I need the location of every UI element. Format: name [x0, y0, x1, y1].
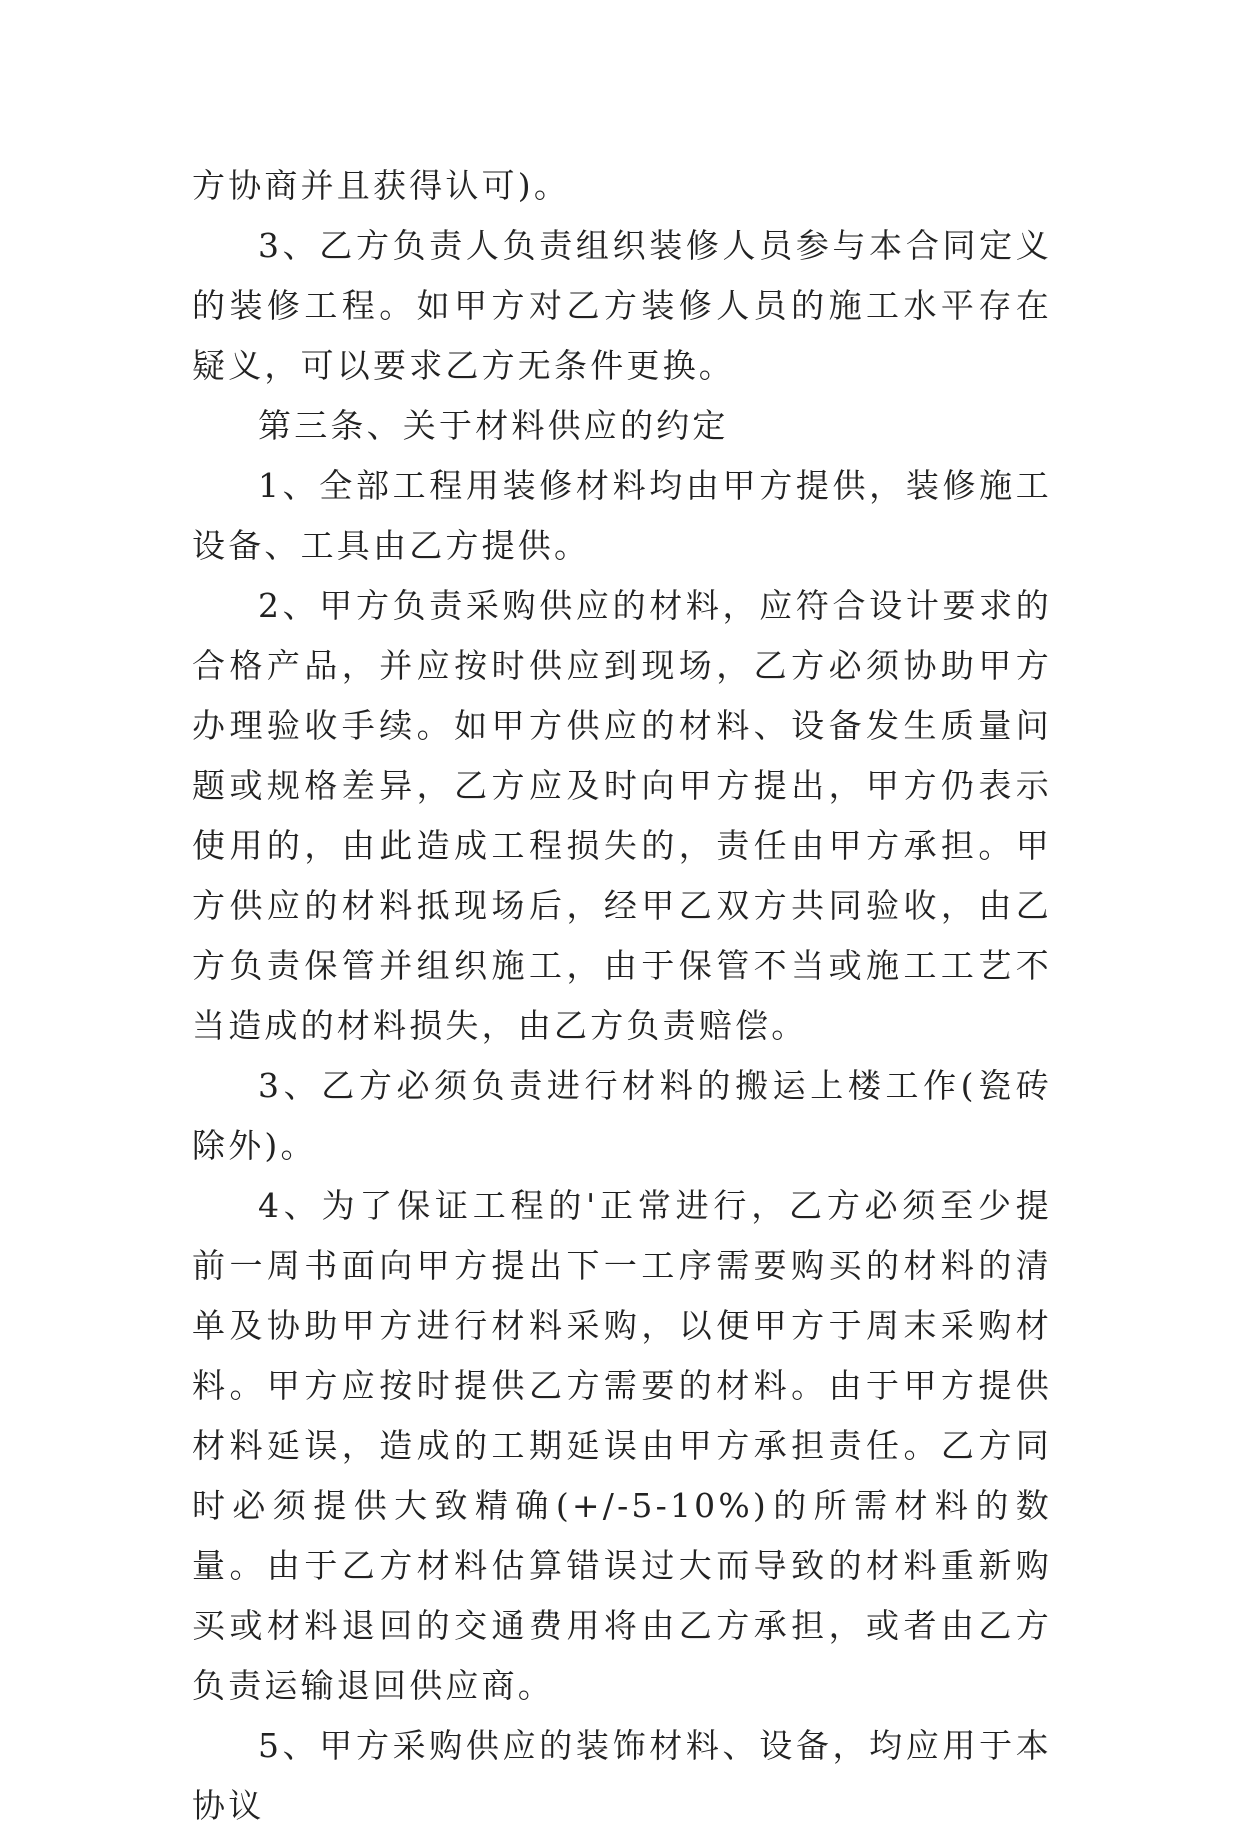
contract-body [192, 156, 1052, 1836]
clause-3-item-4: 4、为了保证工程的'正常进行，乙方必须至少提前一周书面向甲方提出下一工序需要购买的材料的清单及协助甲方进行材料采购，以便甲方于周末采购材料。甲方应按时提供乙方需要的材料。由于甲方提供材料延误，造成的工期延误由甲方承担责任。乙方同时必须提供大致精确(+/-5-10%)的所需材料的数量。由于乙方材料估算错误过大而导致的材料重新购买或材料退回的交通费用将由乙方承担，或者由乙方负责运输退回供应商。 [192, 1186, 1052, 1705]
clause-2-item-3: 3、乙方负责人负责组织装修人员参与本合同定义的装修工程。如甲方对乙方装修人员的施工水平存在疑义，可以要求乙方无条件更换。 [192, 226, 1052, 385]
clause-3-item-3: 3、乙方必须负责进行材料的搬运上楼工作(瓷砖除外)。 [192, 1066, 1052, 1165]
clause-3-item-2: 2、甲方负责采购供应的材料，应符合设计要求的合格产品，并应按时供应到现场，乙方必须协助甲方办理验收手续。如甲方供应的材料、设备发生质量问题或规格差异，乙方应及时向甲方提出，甲方仍表示使用的，由此造成工程损失的，责任由甲方承担。甲方供应的材料抵现场后，经甲乙双方共同验收，由乙方负责保管并组织施工，由于保管不当或施工工艺不当造成的材料损失，由乙方负责赔偿。 [192, 586, 1052, 1045]
article-3-heading: 第三条、关于材料供应的约定 [258, 406, 729, 445]
clause-3-item-5: 5、甲方采购供应的装饰材料、设备，均应用于本协议 [192, 1726, 1052, 1825]
paragraph-continuation: 方协商并且获得认可)。 [192, 166, 571, 205]
clause-3-item-1: 1、全部工程用装修材料均由甲方提供，装修施工设备、工具由乙方提供。 [192, 466, 1052, 565]
